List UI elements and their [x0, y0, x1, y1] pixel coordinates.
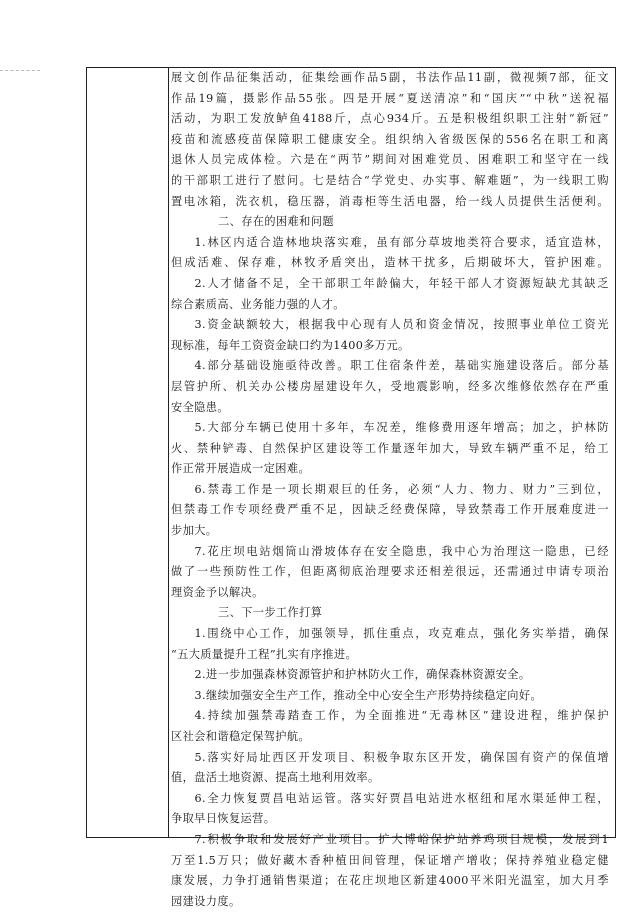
text-line: 层管护所、机关办公楼房屋建设年久，受地震影响，经多次维修依然存在严重 [171, 379, 609, 393]
text-line: 现标准，每年工资资金缺口约为1400多万元。 [171, 338, 410, 352]
text-line: 5.大部分车辆已使用十多年，车况差，维修费用逐年增高；加之，护林防 [194, 421, 609, 435]
scan-edge-mark [0, 70, 40, 72]
text-line: 争取早日恢复运营。 [171, 812, 276, 826]
text-line: 1.林区内适合造林地块落实难，虽有部分草坡地类符合要求，适宜造林， [194, 235, 609, 249]
text-line: 万至1.5万只；做好藏木香种植田间管理，保证增产增收；保持养殖业稳定健 [171, 853, 609, 867]
text-line: 但禁毒工作专项经费严重不足，因缺乏经费保障，导致禁毒工作开展难度进一 [171, 503, 609, 517]
text-line: 6.全力恢复贾昌电站运管。落实好贾昌电站进水枢纽和尾水渠延伸工程， [194, 791, 609, 805]
report-body-text [171, 68, 609, 908]
form-label-column [87, 68, 169, 837]
text-line: 7.花庄坝电站烟筒山滑坡体存在安全隐患，我中心为治理这一隐患，已经 [194, 544, 609, 558]
text-line: 理资金予以解决。 [171, 585, 264, 599]
report-form-table [86, 67, 616, 908]
text-line: 的干部职工进行了慰问。七是结合“学党史、办实事、解难题”，为一线职工购 [171, 173, 609, 187]
text-line: 园建设力度。 [171, 894, 241, 908]
text-line: 值，盘活土地资源、提高土地利用效率。 [171, 771, 380, 785]
text-line: 2.人才储备不足，全干部职工年龄偏大，年轻干部人才资源短缺尤其缺乏 [194, 276, 609, 290]
text-line: 步加大。 [171, 524, 218, 538]
text-line: 6.禁毒工作是一项长期艰巨的任务，必须“人力、物力、财力”三到位， [194, 482, 609, 496]
text-line: 3.资金缺额较大，根据我中心现有人员和资金情况，按照事业单位工资光 [194, 318, 609, 332]
text-line: 综合素质高、业务能力强的人才。 [171, 297, 345, 311]
text-line: 退休人员完成体检。六是在“两节”期间对困难党员、困难职工和坚守在一线 [171, 153, 609, 167]
text-line: 二、存在的困难和问题 [218, 215, 334, 229]
text-line: 3.继续加强安全生产工作，推动全中心安全生产形势持续稳定向好。 [194, 688, 543, 702]
text-line: 火、禁种铲毒、自然保护区建设等工作量逐年加大，导致车辆严重不足，给工 [171, 441, 609, 455]
text-line: 展文创作品征集活动，征集绘画作品5副，书法作品11副，微视频7部，征文 [171, 71, 609, 84]
text-line: 三、下一步工作打算 [218, 606, 323, 620]
text-line: 1.围绕中心工作，加强领导，抓住重点，攻克难点，强化务实举措，确保 [194, 627, 609, 641]
text-line: 区社会和谐稳定保驾护航。 [171, 730, 311, 743]
text-line: 安全隐患。 [171, 400, 229, 414]
text-line: 但成活难、保存难，林牧矛盾突出，造林干扰多，后期破坏大，管护困难。 [171, 256, 609, 270]
text-line: 7.积极争取和发展好产业项目。扩大博峪保护站养鸡项目规模，发展到1 [194, 832, 609, 846]
text-line: 4.部分基础设施亟待改善。职工住宿条件差，基础实施建设落后。部分基 [194, 359, 609, 373]
text-line: 置电冰箱，洗衣机，稳压器，消毒柜等生活电器，给一线人员提供生活便利。 [171, 194, 609, 208]
text-line: 作品19篇，摄影作品55张。四是开展“夏送清凉”和“国庆”“中秋”送祝福 [171, 91, 609, 105]
text-line: 活动，为职工发放鲈鱼4188斤，点心934斤。五是积极组织职工注射“新冠” [171, 112, 609, 126]
text-line: 疫苗和流感疫苗保障职工健康安全。组织纳入省级医保的556名在职工和离 [171, 132, 609, 146]
text-line: 作正常开展造成一定困难。 [171, 462, 311, 476]
text-line: 5.落实好局址西区开发项目、积极争取东区开发，确保国有资产的保值增 [194, 750, 609, 764]
text-line: 4.持续加强禁毒踏查工作，为全面推进“无毒林区”建设进程，维护保护 [194, 709, 609, 723]
text-line: “五大质量提升工程”扎实有序推进。 [171, 647, 358, 661]
text-line: 康发展，力争打通销售渠道；在花庄坝地区新建4000平米阳光温室，加大月季 [171, 874, 609, 888]
text-line: 做了一些预防性工作，但距离彻底治理要求还相差很远，还需通过申请专项治 [171, 565, 609, 579]
text-line: 2.进一步加强森林资源管护和护林防火工作，确保森林资源安全。 [194, 668, 531, 682]
